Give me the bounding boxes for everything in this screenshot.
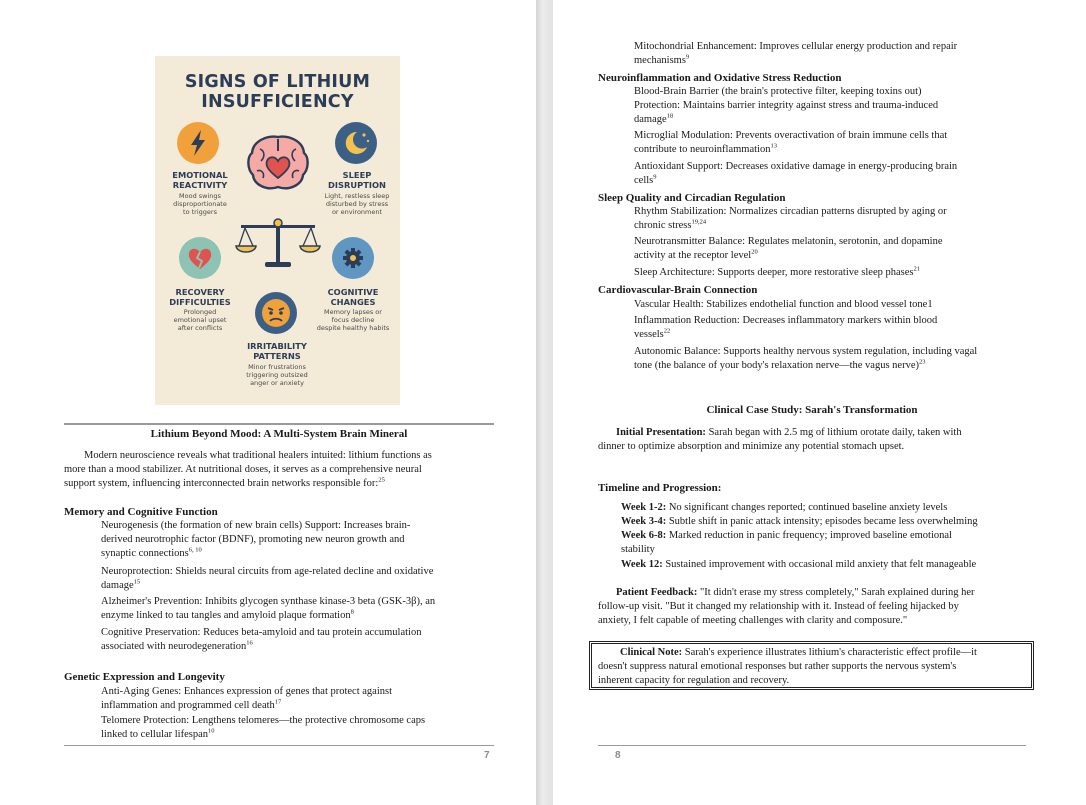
initial-presentation: Initial Presentation: Sarah began with 2.5 mg of lithium orotate daily, taken with dinner to optimize absorption and minimize any potential stomach upset. (598, 427, 962, 452)
list-item: Antioxidant Support: Decreases oxidative damage in energy-producing brain cells$^9$ (634, 161, 958, 186)
moon-icon (335, 122, 377, 164)
balance-scale-icon (235, 216, 321, 270)
list-item: Autonomic Balance: Supports healthy nervous system regulation, including vagal tone (the balance of your body's relaxation nerve—the vagus nerve)$^{23}$ (634, 346, 978, 371)
heading-genetic-longevity: Genetic Expression and Longevity (64, 671, 225, 683)
timeline-entry: Week 12: Sustained improvement with occasional mild anxiety that felt manageable (621, 559, 977, 570)
clinical-note-box: Clinical Note: Sarah's experience illustrates lithium's characteristic effect profile—it doesn't suppress natural emotional responses but rather supports the nervous system's inherent capacity for regulation and recovery. (589, 641, 1034, 690)
list-item: Vascular Health: Stabilizes endothelial function and blood vessel tone1 (634, 299, 933, 310)
list-item: Blood-Brain Barrier (the brain's protective filter, keeping toxins out) (634, 86, 922, 97)
list-item: Telomere Protection: Lengthens telomeres—the protective chromosome caps linked to cellular lifespan$^{10}$ (101, 715, 426, 740)
intro-paragraph: Modern neuroscience reveals what traditional healers intuited: lithium functions as more than a mood stabilizer. At nutritional doses, it serves as a comprehensive neural support system, influencing interconnected brain networks responsible for:$^{25}$ (64, 450, 432, 489)
footer-rule (64, 745, 494, 746)
page-gutter (536, 0, 553, 805)
timeline-heading: Timeline and Progression: (598, 482, 722, 494)
lightning-icon (177, 122, 219, 164)
infographic-title: SIGNS OF LITHIUM INSUFFICIENCY (184, 72, 371, 112)
list-item: Cognitive Preservation: Reduces beta-amyloid and tau protein accumulation associated with neurodegeneration$^{16}$ (101, 627, 422, 652)
heading-neuroinflammation: Neuroinflammation and Oxidative Stress Reduction (598, 72, 842, 84)
list-item: Mitochondrial Enhancement: Improves cellular energy production and repair mechanisms$^9$ (634, 41, 958, 66)
footer-rule (598, 745, 1026, 746)
patient-feedback: Patient Feedback: "It didn't erase my stress completely," Sarah explained during her follow-up visit. "But it changed my relationship with it. Instead of feeling hijacked by anxiety, I felt capable of meeting challenges with clarity and composure." (598, 587, 975, 626)
angry-face-icon (255, 292, 297, 334)
list-item: Inflammation Reduction: Decreases inflammatory markers within blood vessels$^{22}$ (634, 315, 938, 340)
list-item: Neurogenesis (the formation of new brain cells) Support: Increases brain- derived neurotrophic factor (BDNF), promoting new neuron growth and synaptic connections$^{6, 10}$ (101, 520, 411, 559)
case-study-title: Clinical Case Study: Sarah's Transformation (706, 404, 918, 416)
list-item: Neurotransmitter Balance: Regulates melatonin, serotonin, and dopamine activity at the receptor level$^{20}$ (634, 236, 943, 261)
broken-heart-icon (179, 237, 221, 279)
timeline-entry: Week 3-4: Subtle shift in panic attack intensity; episodes became less overwhelming (621, 516, 978, 527)
timeline-entry: Week 6-8: Marked reduction in panic frequency; improved baseline emotional stability (621, 530, 952, 555)
list-item: Protection: Maintains barrier integrity against stress and trauma-induced damage$^{18}$ (634, 100, 939, 125)
list-item: Microglial Modulation: Prevents overactivation of brain immune cells that contribute to neuroinflammation$^{13}$ (634, 130, 948, 155)
list-item: Neuroprotection: Shields neural circuits from age-related decline and oxidative damage$^{15}$ (101, 566, 434, 591)
brain-heart-icon (245, 133, 311, 193)
list-item: Sleep Architecture: Supports deeper, more restorative sleep phases$^{21}$ (634, 265, 920, 278)
heading-cardiovascular: Cardiovascular-Brain Connection (598, 284, 758, 296)
title-rule (64, 423, 494, 425)
heading-memory-cognitive: Memory and Cognitive Function (64, 506, 218, 518)
page-number: 7 (484, 750, 490, 761)
section-title: Lithium Beyond Mood: A Multi-System Brain Mineral (150, 428, 408, 440)
infographic-lithium-insufficiency: SIGNS OF LITHIUM INSUFFICIENCY EMOTIONAL REACTIVITY Mood swings disproportionate to triggers SLEEP DISRUPTION Light, restless sleep disturbed by stress or environment RECOVERY DIFFICULTIES Prolonged emotional upset after conflicts COGNITIVE CHANGES Memory lapses or focus decline despite healthy habits IRRITABILITY PATTERNS Minor frustrations triggering outsized anger or anxiety (155, 56, 400, 405)
page-number: 8 (615, 750, 621, 761)
list-item: Alzheimer's Prevention: Inhibits glycogen synthase kinase-3 beta (GSK-3β), an enzyme linked to tau tangles and amyloid plaque formation$^8$ (101, 596, 436, 621)
gear-icon (332, 237, 374, 279)
list-item: Rhythm Stabilization: Normalizes circadian patterns disrupted by aging or chronic stress$^{19,24}$ (634, 206, 947, 231)
list-item: Anti-Aging Genes: Enhances expression of genes that protect against inflammation and programmed cell death$^{17}$ (101, 686, 393, 711)
timeline-entry: Week 1-2: No significant changes reported; continued baseline anxiety levels (621, 502, 948, 513)
heading-sleep-circadian: Sleep Quality and Circadian Regulation (598, 192, 786, 204)
